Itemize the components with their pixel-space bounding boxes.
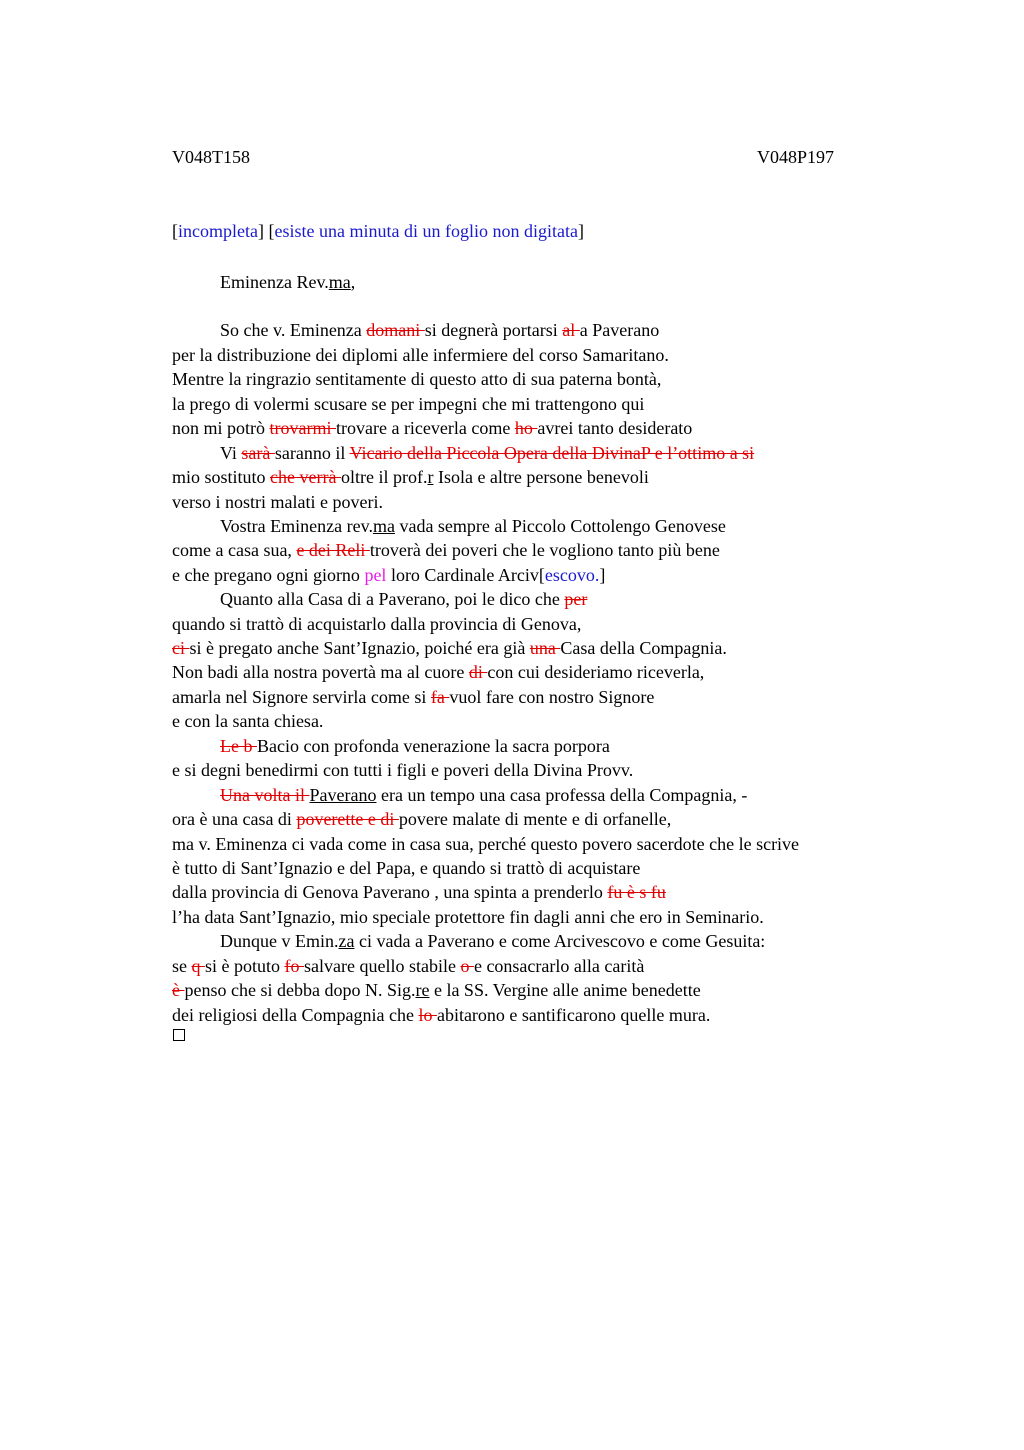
deleted-text: fa xyxy=(430,687,450,707)
letter-line xyxy=(172,880,666,904)
text: si degnerà portarsi xyxy=(424,320,563,340)
letter-line: è tutto di Sant’Ignazio e del Papa, e quando si trattò di acquistare xyxy=(172,858,641,878)
letter-line: la prego di volermi scusare se per impegni che mi trattengono qui xyxy=(172,394,645,414)
note-incompleta: incompleta xyxy=(178,221,258,241)
letter-line: Mentre la ringrazio sentitamente di questo atto di sua paterna bontà, xyxy=(172,369,662,389)
letter-line xyxy=(172,954,644,978)
text: ] xyxy=(599,565,606,585)
text: re xyxy=(415,980,430,1000)
letter-line xyxy=(172,660,704,684)
letter-line xyxy=(220,783,747,807)
text: loro Cardinale Arciv xyxy=(386,565,539,585)
text: [ xyxy=(538,565,545,585)
letter-line xyxy=(220,318,659,342)
text: se xyxy=(172,956,192,976)
deleted-text: fo xyxy=(284,956,304,976)
bracket: ] xyxy=(257,221,264,241)
salutation xyxy=(220,270,355,294)
deleted-text: q xyxy=(191,956,205,976)
text: con cui desideriamo riceverla, xyxy=(487,662,705,682)
text: pel xyxy=(364,565,387,585)
text: Vi xyxy=(220,443,242,463)
bracket: ] xyxy=(577,221,584,241)
letter-line xyxy=(172,685,654,709)
text: come a casa sua, xyxy=(172,540,297,560)
text: Dunque v Emin. xyxy=(220,931,339,951)
text: oltre il prof. xyxy=(340,467,428,487)
letter-line: verso i nostri malati e poveri. xyxy=(172,492,383,512)
deleted-text: Una volta il xyxy=(220,785,310,805)
text: escovo. xyxy=(544,565,600,585)
deleted-text: trovarmi xyxy=(269,418,336,438)
letter-line: e con la santa chiesa. xyxy=(172,711,324,731)
deleted-text: ci xyxy=(172,638,190,658)
text: dei religiosi della Compagnia che xyxy=(172,1005,419,1025)
text: a Paverano xyxy=(579,320,660,340)
text: abitarono e santificarono quelle mura. xyxy=(436,1005,711,1025)
text: si è pregato anche Sant’Ignazio, poiché era già xyxy=(189,638,530,658)
text: salvare quello stabile xyxy=(304,956,461,976)
square-box-icon xyxy=(173,1029,185,1041)
text: Quanto alla Casa di a Paverano, poi le dico che xyxy=(220,589,565,609)
text: Paverano xyxy=(309,785,377,805)
deleted-text: Le b xyxy=(220,736,257,756)
letter-line xyxy=(172,416,692,440)
text: troverà dei poveri che le vogliono tanto più bene xyxy=(369,540,720,560)
text: era un tempo una casa professa della Compagnia, - xyxy=(376,785,748,805)
text: penso che si debba dopo N. Sig. xyxy=(184,980,416,1000)
deleted-text: è xyxy=(172,980,185,1000)
deleted-text: Vicario della Piccola Opera della DivinaP e l’ottimo a si xyxy=(349,443,755,463)
letter-line xyxy=(220,734,610,758)
text: e che pregano ogni giorno xyxy=(172,565,365,585)
deleted-text: fu è s fu xyxy=(607,882,666,902)
text: Bacio con profonda venerazione la sacra porpora xyxy=(256,736,610,756)
text: za xyxy=(338,931,355,951)
deleted-text: per xyxy=(564,589,588,609)
text: trovare a riceverla come xyxy=(335,418,515,438)
deleted-text: che verrà xyxy=(270,467,341,487)
letter-line: l’ha data Sant’Ignazio, mio speciale protettore fin dagli anni che ero in Seminario. xyxy=(172,907,764,927)
letter-line xyxy=(172,807,671,831)
text: So che v. Eminenza xyxy=(220,320,367,340)
letter-line xyxy=(172,538,720,562)
deleted-text: al xyxy=(562,320,580,340)
bracket: [ xyxy=(172,221,178,241)
text: Casa della Compagnia. xyxy=(560,638,727,658)
deleted-text: domani xyxy=(366,320,425,340)
deleted-text: ho xyxy=(514,418,538,438)
deleted-text: sarà xyxy=(241,443,275,463)
text: avrei tanto desiderato xyxy=(537,418,693,438)
text: , xyxy=(350,272,356,292)
text: dalla provincia di Genova Paverano , una spinta a prenderlo xyxy=(172,882,608,902)
text: ma xyxy=(328,272,351,292)
text: mio sostituto xyxy=(172,467,271,487)
text: Isola e altre persone benevoli xyxy=(433,467,649,487)
text: vuol fare con nostro Signore xyxy=(449,687,655,707)
text: si è potuto xyxy=(205,956,285,976)
deleted-text: lo xyxy=(418,1005,437,1025)
text: povere malate di mente e di orfanelle, xyxy=(398,809,672,829)
letter-line xyxy=(172,636,727,660)
letter-line xyxy=(220,441,754,465)
text: Vostra Eminenza rev. xyxy=(220,516,373,536)
text: saranno il xyxy=(274,443,350,463)
note-minuta: esiste una minuta di un foglio non digitata xyxy=(274,221,578,241)
letter-line: per la distribuzione dei diplomi alle infermiere del corso Samaritano. xyxy=(172,345,669,365)
text: e consacrarlo alla carità xyxy=(473,956,645,976)
bracket: [ xyxy=(268,221,275,241)
document-id-left: V048T158 xyxy=(172,147,250,167)
text: ci vada a Paverano e come Arcivescovo e come Gesuita: xyxy=(354,931,766,951)
deleted-text: e dei Reli xyxy=(296,540,370,560)
text: ma xyxy=(372,516,395,536)
deleted-text: poverette e di xyxy=(296,809,399,829)
deleted-text: o xyxy=(460,956,474,976)
letter-line xyxy=(172,465,649,489)
text: Eminenza Rev. xyxy=(220,272,329,292)
letter-line xyxy=(172,1003,710,1027)
text: amarla nel Signore servirla come si xyxy=(172,687,431,707)
text: e la SS. Vergine alle anime benedette xyxy=(429,980,701,1000)
letter-line xyxy=(220,929,765,953)
letter-line xyxy=(220,514,726,538)
text: r xyxy=(427,467,434,487)
document-id-right: V048P197 xyxy=(757,147,835,167)
letter-line xyxy=(172,563,605,587)
letter-line xyxy=(220,587,587,611)
text: Non badi alla nostra povertà ma al cuore xyxy=(172,662,469,682)
letter-line xyxy=(172,978,701,1002)
letter-line: ma v. Eminenza ci vada come in casa sua, perché questo povero sacerdote che le scrive xyxy=(172,834,800,854)
deleted-text: una xyxy=(529,638,561,658)
letter-line: quando si trattò di acquistarlo dalla provincia di Genova, xyxy=(172,614,582,634)
text: ora è una casa di xyxy=(172,809,297,829)
deleted-text: di xyxy=(468,662,488,682)
editorial-notes xyxy=(172,221,584,242)
letter-line: e si degni benedirmi con tutti i figli e poveri della Divina Provv. xyxy=(172,760,634,780)
text: vada sempre al Piccolo Cottolengo Genovese xyxy=(394,516,726,536)
text: non mi potrò xyxy=(172,418,270,438)
